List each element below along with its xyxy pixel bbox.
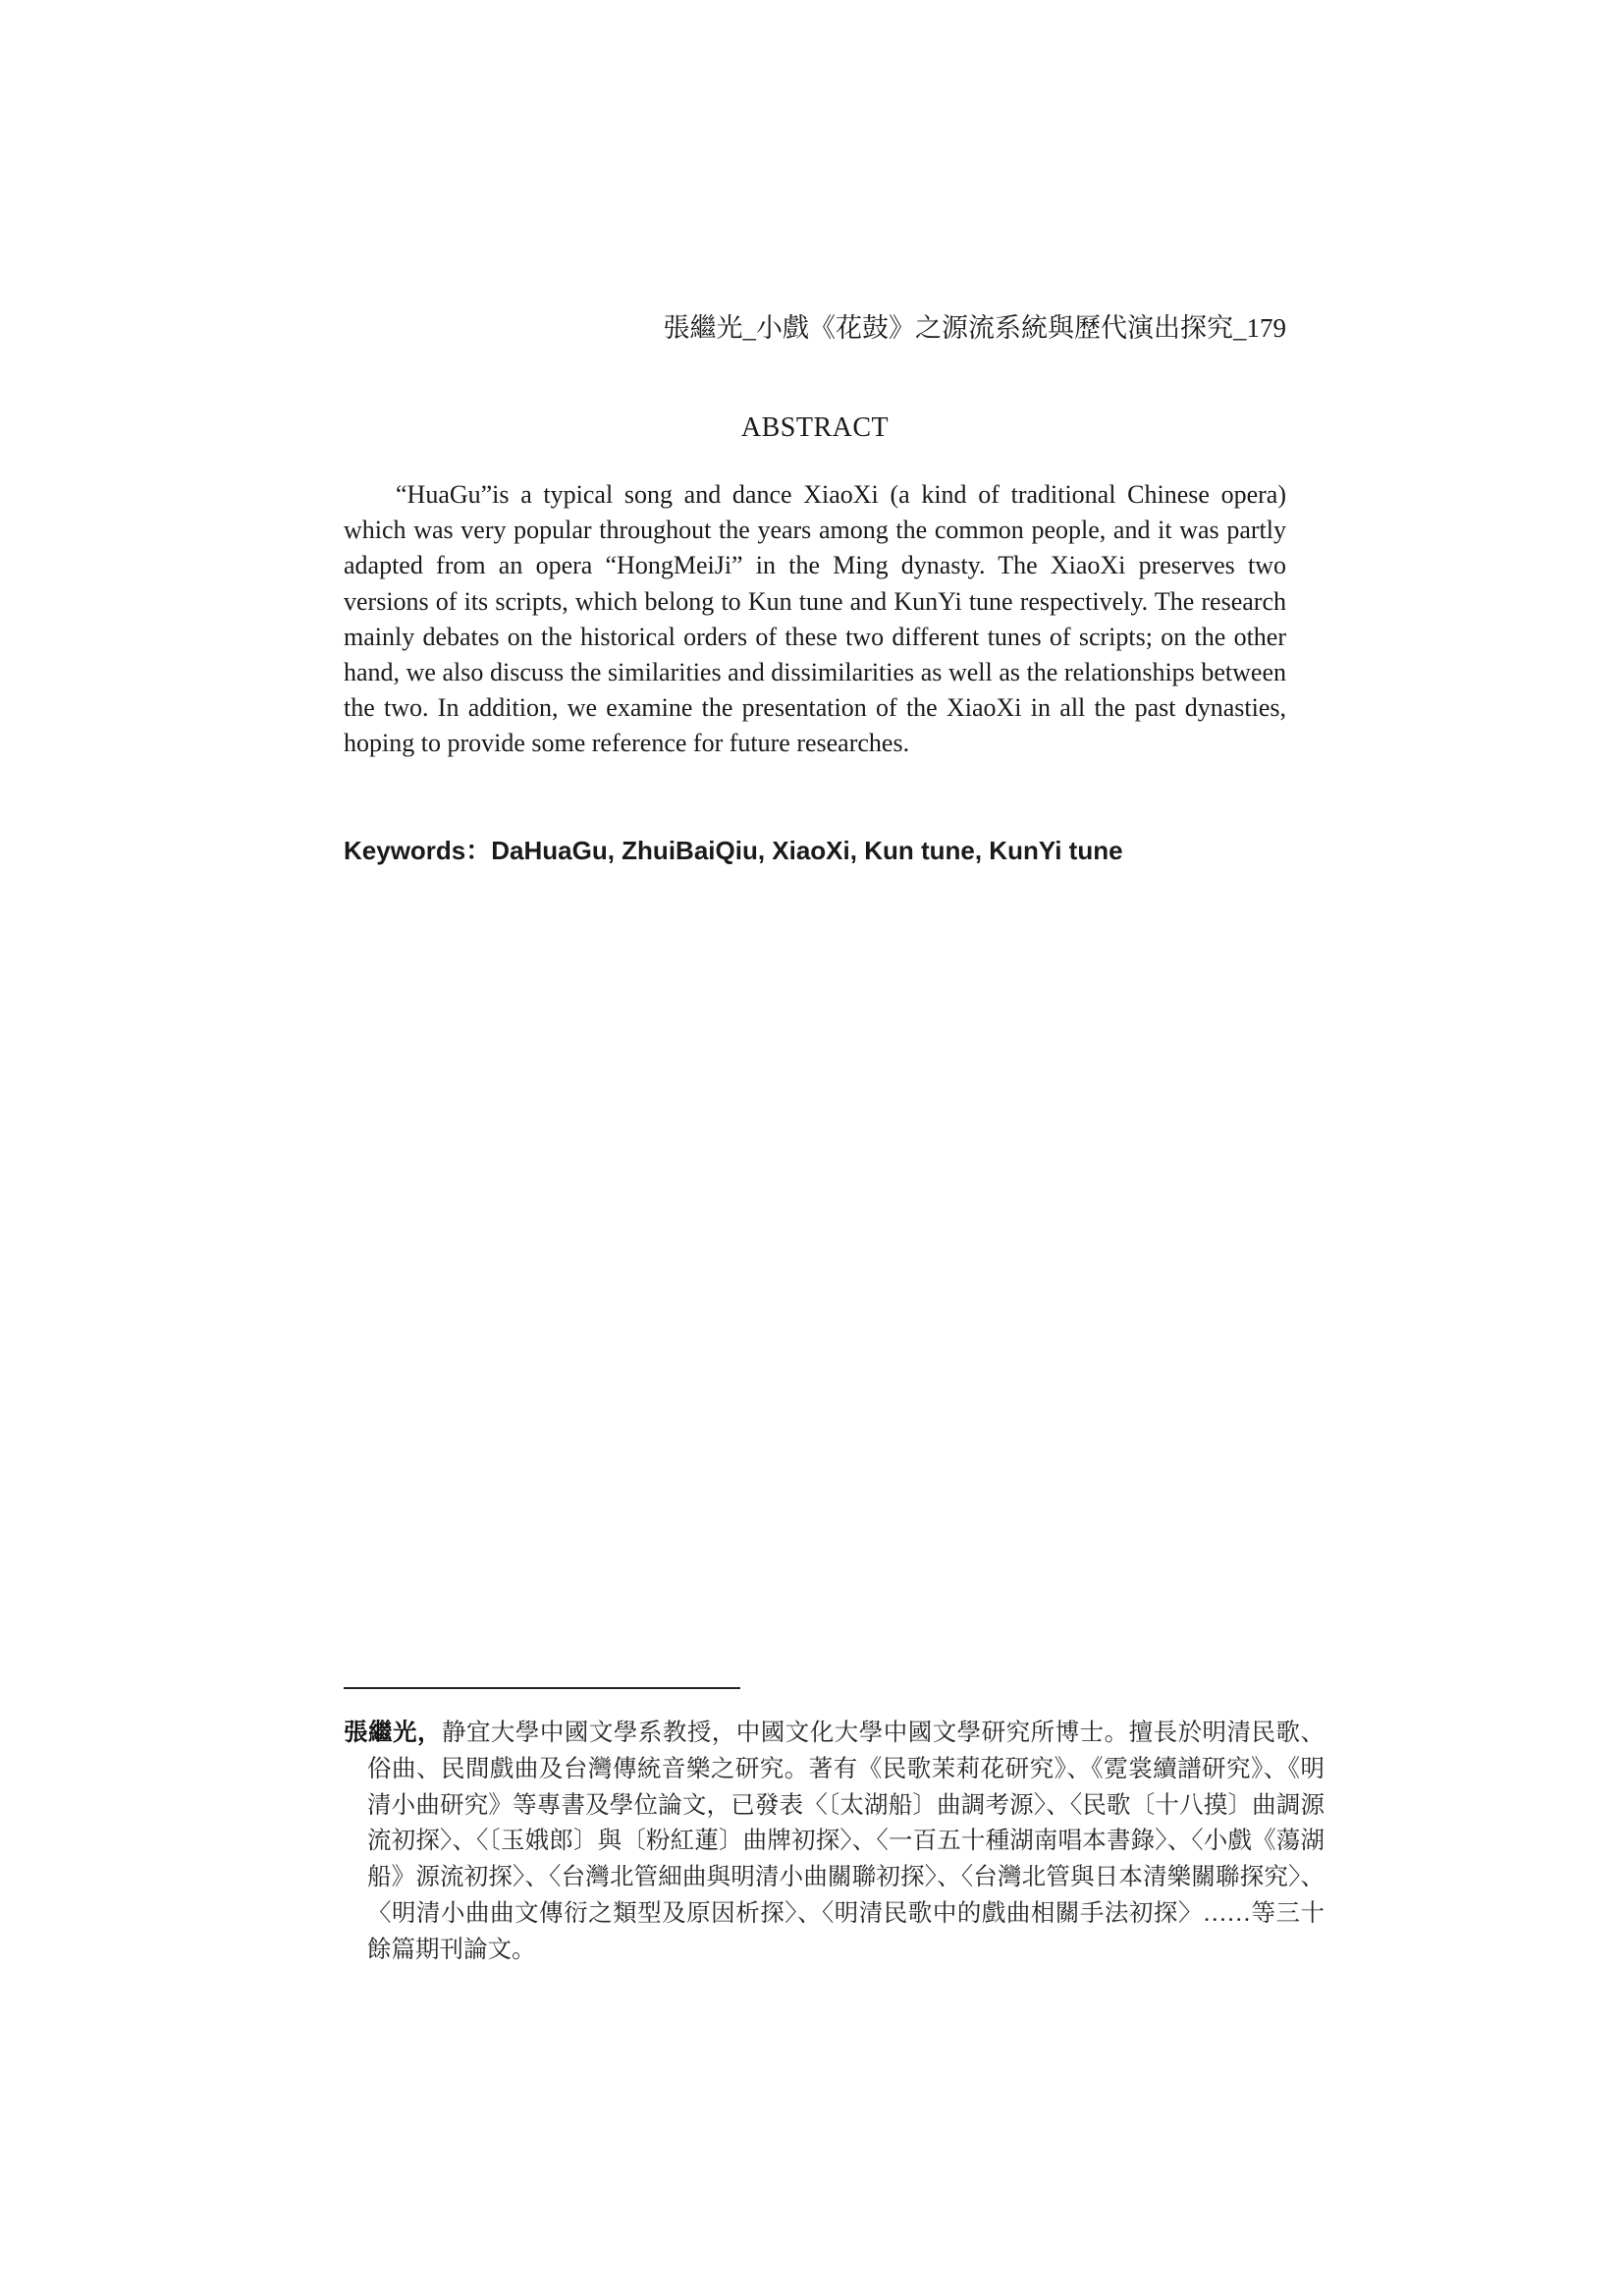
- keywords-list: DaHuaGu, ZhuiBaiQiu, XiaoXi, Kun tune, KunYi tune: [491, 836, 1123, 865]
- footnote-text: 静宜大學中國文學系教授，中國文化大學中國文學研究所博士。擅長於明清民歌、俗曲、民間戲曲及台灣傳統音樂之研究。著有《民歌茉莉花研究》、《霓裳續譜研究》、《明清小曲研究》等專書及學位論文，已發表〈〔太湖船〕曲調考源〉、〈民歌〔十八摸〕曲調源流初探〉、〈〔玉娥郎〕與〔粉紅蓮〕曲牌初探〉、〈一百五十種湖南唱本書錄〉、〈小戲《蕩湖船》源流初探〉、〈台灣北管細曲與明清小曲關聯初探〉、〈台灣北管與日本清樂關聯探究〉、〈明清小曲曲文傳衍之類型及原因析探〉、〈明清民歌中的戲曲相關手法初探〉……等三十餘篇期刊論文。: [367, 1720, 1325, 1963]
- keywords-label: Keywords：: [344, 836, 492, 865]
- footnote-author: 張繼光，: [344, 1720, 442, 1746]
- author-footnote: [344, 1716, 1325, 1969]
- abstract-heading: ABSTRACT: [740, 412, 890, 443]
- keywords-line: [344, 833, 1325, 868]
- running-header: 張繼光_小戲《花鼓》之源流系統與歷代演出探究_179: [663, 313, 1286, 343]
- footnote-divider: [344, 1687, 740, 1689]
- abstract-body: “HuaGu”is a typical song and dance XiaoXi (a kind of traditional Chinese opera) which was very popular throughout the years among the common people, and it was partly adapted from an opera “HongMeiJi” in the Ming dynasty. The XiaoXi preserves two versions of its scripts, which belong to Kun tune and KunYi tune respectively. The research mainly debates on the historical orders of these two different tunes of scripts; on the other hand, we also discuss the similarities and dissimilarities as well as the relationships between the two. In addition, we examine the presentation of the XiaoXi in all the past dynasties, hoping to provide some reference for future researches.: [344, 480, 1286, 758]
